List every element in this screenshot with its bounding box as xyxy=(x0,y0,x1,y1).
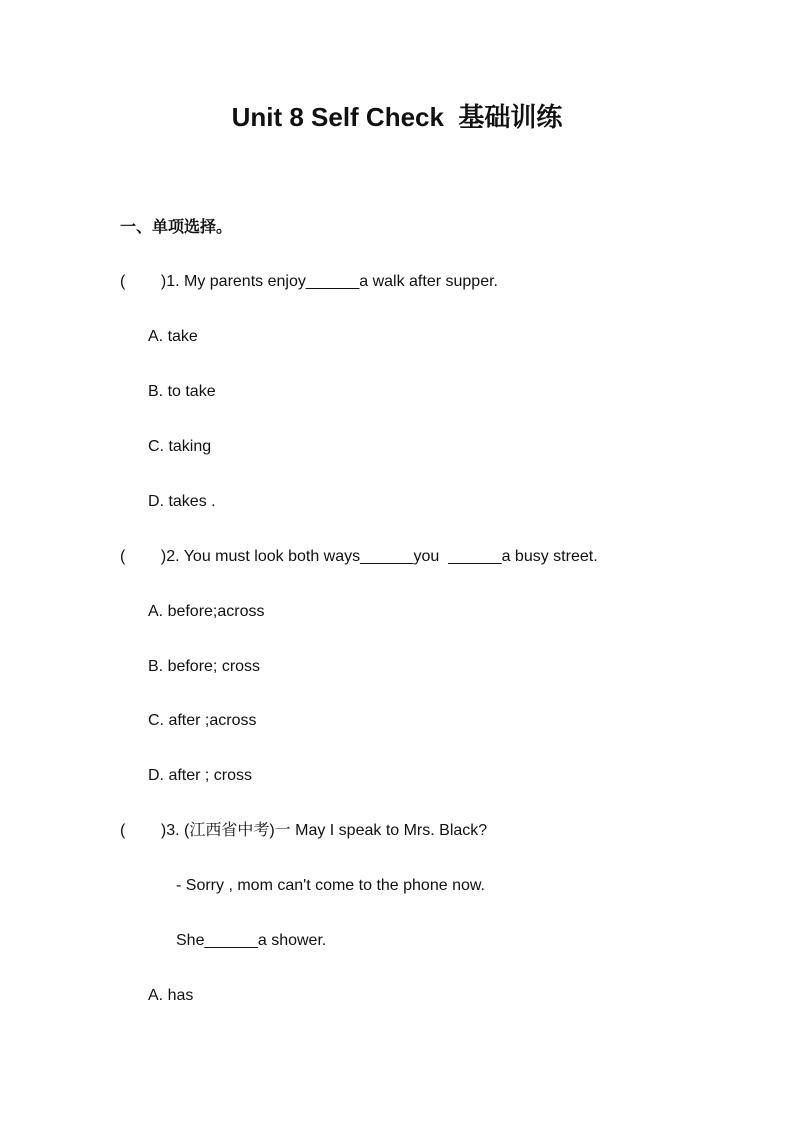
question-3-option-a: A. has xyxy=(148,987,194,1004)
question-2-option-c: C. after ;across xyxy=(148,712,257,729)
question-3-dialogue-line-1: - Sorry , mom can't come to the phone now. xyxy=(176,877,485,894)
question-1-option-a: A. take xyxy=(148,328,198,345)
question-1-stem: ( )1. My parents enjoy______a walk after supper. xyxy=(120,273,498,290)
question-2-option-b: B. before; cross xyxy=(148,658,261,675)
question-2-option-d: D. after ; cross xyxy=(148,767,253,784)
question-3-stem: ( )3. (江西省中考)一 May I speak to Mrs. Black? xyxy=(120,822,488,839)
page-title: Unit 8 Self Check 基础训练 xyxy=(231,102,563,132)
question-2-stem: ( )2. You must look both ways______you ______a busy street. xyxy=(120,548,598,565)
section-heading: 一、单项选择。 xyxy=(120,217,233,236)
question-1-option-d: D. takes . xyxy=(148,493,216,510)
question-2-option-a: A. before;across xyxy=(148,603,265,620)
question-1-option-c: C. taking xyxy=(148,438,212,455)
question-1-option-b: B. to take xyxy=(148,383,216,400)
question-3-dialogue-line-2: She______a shower. xyxy=(176,932,327,949)
